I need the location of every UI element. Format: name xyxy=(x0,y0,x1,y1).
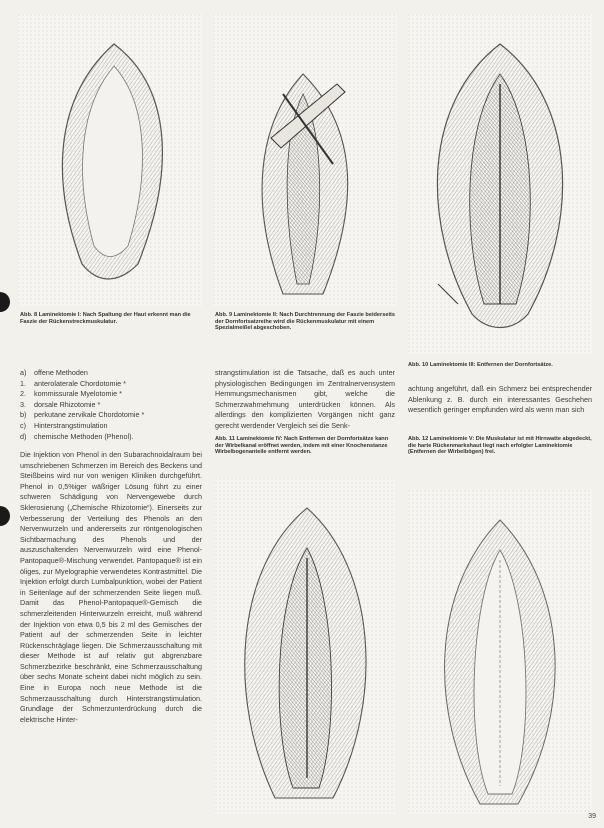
figure-8-caption: Abb. 8 Laminektomie I: Nach Spaltung der Haut erkennt man die Faszie der Rückenstreckmuskulatur. xyxy=(20,312,191,325)
binder-hole xyxy=(0,292,10,312)
list-key: 1. xyxy=(20,378,26,388)
list-text: offene Methoden xyxy=(34,368,88,377)
figure-12-caption: Abb. 12 Laminektomie V: Die Muskulatur ist mit Hirnwatte abgedeckt, die harte Rückenmarkshaut liegt nach erfolgter Laminektomie (Entfernen der Wirbelbögen) frei. xyxy=(408,436,592,456)
figure-8-illustration xyxy=(18,14,202,306)
list-key: 2. xyxy=(20,389,26,399)
figure-10-caption: Abb. 10 Laminektomie III: Entfernen der Dornfortsätze. xyxy=(408,362,553,368)
list-item xyxy=(20,432,202,443)
list-item xyxy=(20,368,202,379)
list-key: b) xyxy=(20,410,27,420)
list-item xyxy=(20,400,202,411)
list-text: kommissurale Myelotomie * xyxy=(34,389,122,399)
list-item xyxy=(20,410,202,421)
list-text: Hinterstrangstimulation xyxy=(34,420,108,430)
list-item xyxy=(20,379,202,390)
figure-11-caption: Abb. 11 Laminektomie IV: Nach Entfernen der Dornfortsätze kann der Wirbelkanal eröffnet werden, indem mit einer Knochenstanze Wirbelbogenanteile entfernt werden. xyxy=(215,436,389,456)
figure-11-illustration xyxy=(215,478,395,814)
figure-9-illustration xyxy=(213,14,397,306)
list-key: c) xyxy=(20,420,26,430)
list-key: d) xyxy=(20,431,27,441)
list-key: a) xyxy=(20,368,27,377)
list-text: anterolaterale Chordotomie * xyxy=(34,378,126,388)
body-text-column-1: Die Injektion von Phenol in den Subarachnoidalraum bei umschriebenen Schmerzen im Bereich des Beckens und Steißbeins wird nur von wenigen Kliniken durchgeführt. Phenol in 0,5%iger wäßriger Lösung führt zu einer schweren Schädigung von Nervengewebe durch Sklerosierung („Chemische Rhizotomie“). Einerseits zur Verbesserung der Verteilung des Phenols an den Nervenwurzeln und andererseits zur röntgenologischen Sichtbarmachung des Phenols und der auszuschaltenden Nervenwurzeln wird eine Phenol-Pantopaque®-Mischung verwendet. Pantopaque® ist ein öliges, zur Myelographie verwendetes Kontrastmittel. Die Injektion erfolgt durch Lumbalpunktion, wobei der Patient in Seitenlage auf der schmerzenden Seite liegen muß. Damit das Phenol-Pantopaque®-Gemisch die schmerzleitenden Hinterwurzeln erreicht, muß während der Injektion von etwa 0,5 bis 2 ml des Gemisches der Patient auf der schmerzenden Seite in leichter Rückenschräglage liegen. Die Schmerzausschaltung mit dieser Methode ist auf relativ gut abgrenzbare Schmerzbezirke beschränkt, eine Schmerzausschaltung über sechs Monate scheint dabei nicht möglich zu sein. Eine in Europa noch neue Methode ist die Schmerzausschaltung durch Hinterstrangstimulation. Grundlage der Schmerzunterdrückung durch die elektrische Hinter- xyxy=(20,450,202,724)
binder-hole xyxy=(0,506,10,526)
methods-list xyxy=(20,368,202,442)
body-text-column-3: achtung angeführt, daß ein Schmerz bei entsprechender Ablenkung z. B. durch ein interessantes Geschehen wesentlich geringer empfunden wird als wenn man sich xyxy=(408,384,592,415)
list-item xyxy=(20,389,202,400)
body-text-column-2: strangstimulation ist die Tatsache, daß es auch unter physiologischen Bedingungen im Zentralnervensystem Hemmungsmechanismen gibt, welche die Schmerzwahrnehmung unterdrücken können. Als allerdings den komplizierten Vorgängen nicht ganz gerecht werdender Vergleich sei die Senk- xyxy=(215,368,395,430)
list-text: perkutane zervikale Chordotomie * xyxy=(34,410,145,420)
figure-9-caption: Abb. 9 Laminektomie II: Nach Durchtrennung der Faszie beiderseits der Dornfortsatzreihe wird die Rückenmuskulatur mit einem Spezialmeißel abgeschoben. xyxy=(215,312,395,332)
list-key: 3. xyxy=(20,399,26,409)
list-item xyxy=(20,421,202,432)
page-number: 39 xyxy=(588,813,596,820)
list-text: chemische Methoden (Phenol). xyxy=(34,431,134,441)
list-text: dorsale Rhizotomie * xyxy=(34,399,101,409)
figure-10-illustration xyxy=(408,14,592,354)
figure-12-illustration xyxy=(408,490,592,814)
